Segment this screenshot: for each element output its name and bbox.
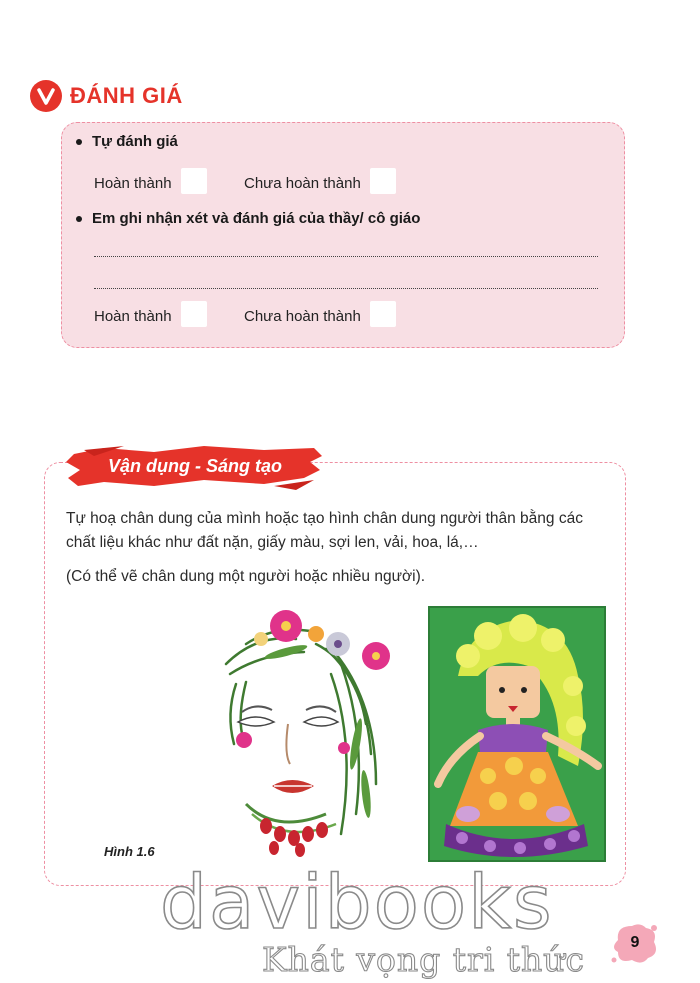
self-not-done-checkbox[interactable]: [370, 168, 396, 194]
self-not-done-label: Chưa hoàn thành: [244, 175, 361, 192]
teacher-comment-line-2[interactable]: [94, 288, 598, 289]
figure-caption: Hình 1.6: [104, 844, 155, 859]
self-assessment-item: [76, 133, 178, 150]
application-paragraph: [66, 507, 626, 555]
leaf-flower-portrait-image: [216, 604, 396, 862]
application-note: (Có thể vẽ chân dung một người hoặc nhiều người).: [66, 568, 426, 585]
application-heading: Vận dụng - Sáng tạo: [108, 455, 282, 476]
self-done-label: Hoàn thành: [94, 175, 172, 192]
bullet-icon: [76, 139, 82, 145]
watermark-slogan: Khát vọng tri thức: [262, 940, 586, 979]
bullet-icon: [76, 216, 82, 222]
application-paragraph-line-2: chất liệu khác như đất nặn, giấy màu, sợi len, vải, hoa, lá,…: [66, 534, 479, 551]
teacher-not-done-checkbox[interactable]: [370, 301, 396, 327]
self-done-checkbox[interactable]: [181, 168, 207, 194]
page-number: 9: [630, 934, 640, 951]
teacher-not-done-label: Chưa hoàn thành: [244, 308, 361, 325]
teacher-assessment-item: [76, 210, 420, 227]
teacher-done-checkbox[interactable]: [181, 301, 207, 327]
teacher-done-label: Hoàn thành: [94, 308, 172, 325]
paper-collage-girl-image: [428, 606, 606, 862]
application-paragraph-line-1: Tự hoạ chân dung của mình hoặc tạo hình chân dung người thân bằng các: [66, 510, 583, 527]
evaluation-title: ĐÁNH GIÁ: [70, 83, 183, 108]
checkmark-v-icon: [30, 80, 62, 112]
teacher-assessment-label: Em ghi nhận xét và đánh giá của thầy/ cô giáo: [92, 210, 421, 227]
watermark-brand: davibooks: [160, 860, 554, 946]
evaluation-header: [30, 78, 183, 114]
teacher-comment-line-1[interactable]: [94, 256, 598, 257]
self-assessment-label: Tự đánh giá: [92, 133, 178, 150]
